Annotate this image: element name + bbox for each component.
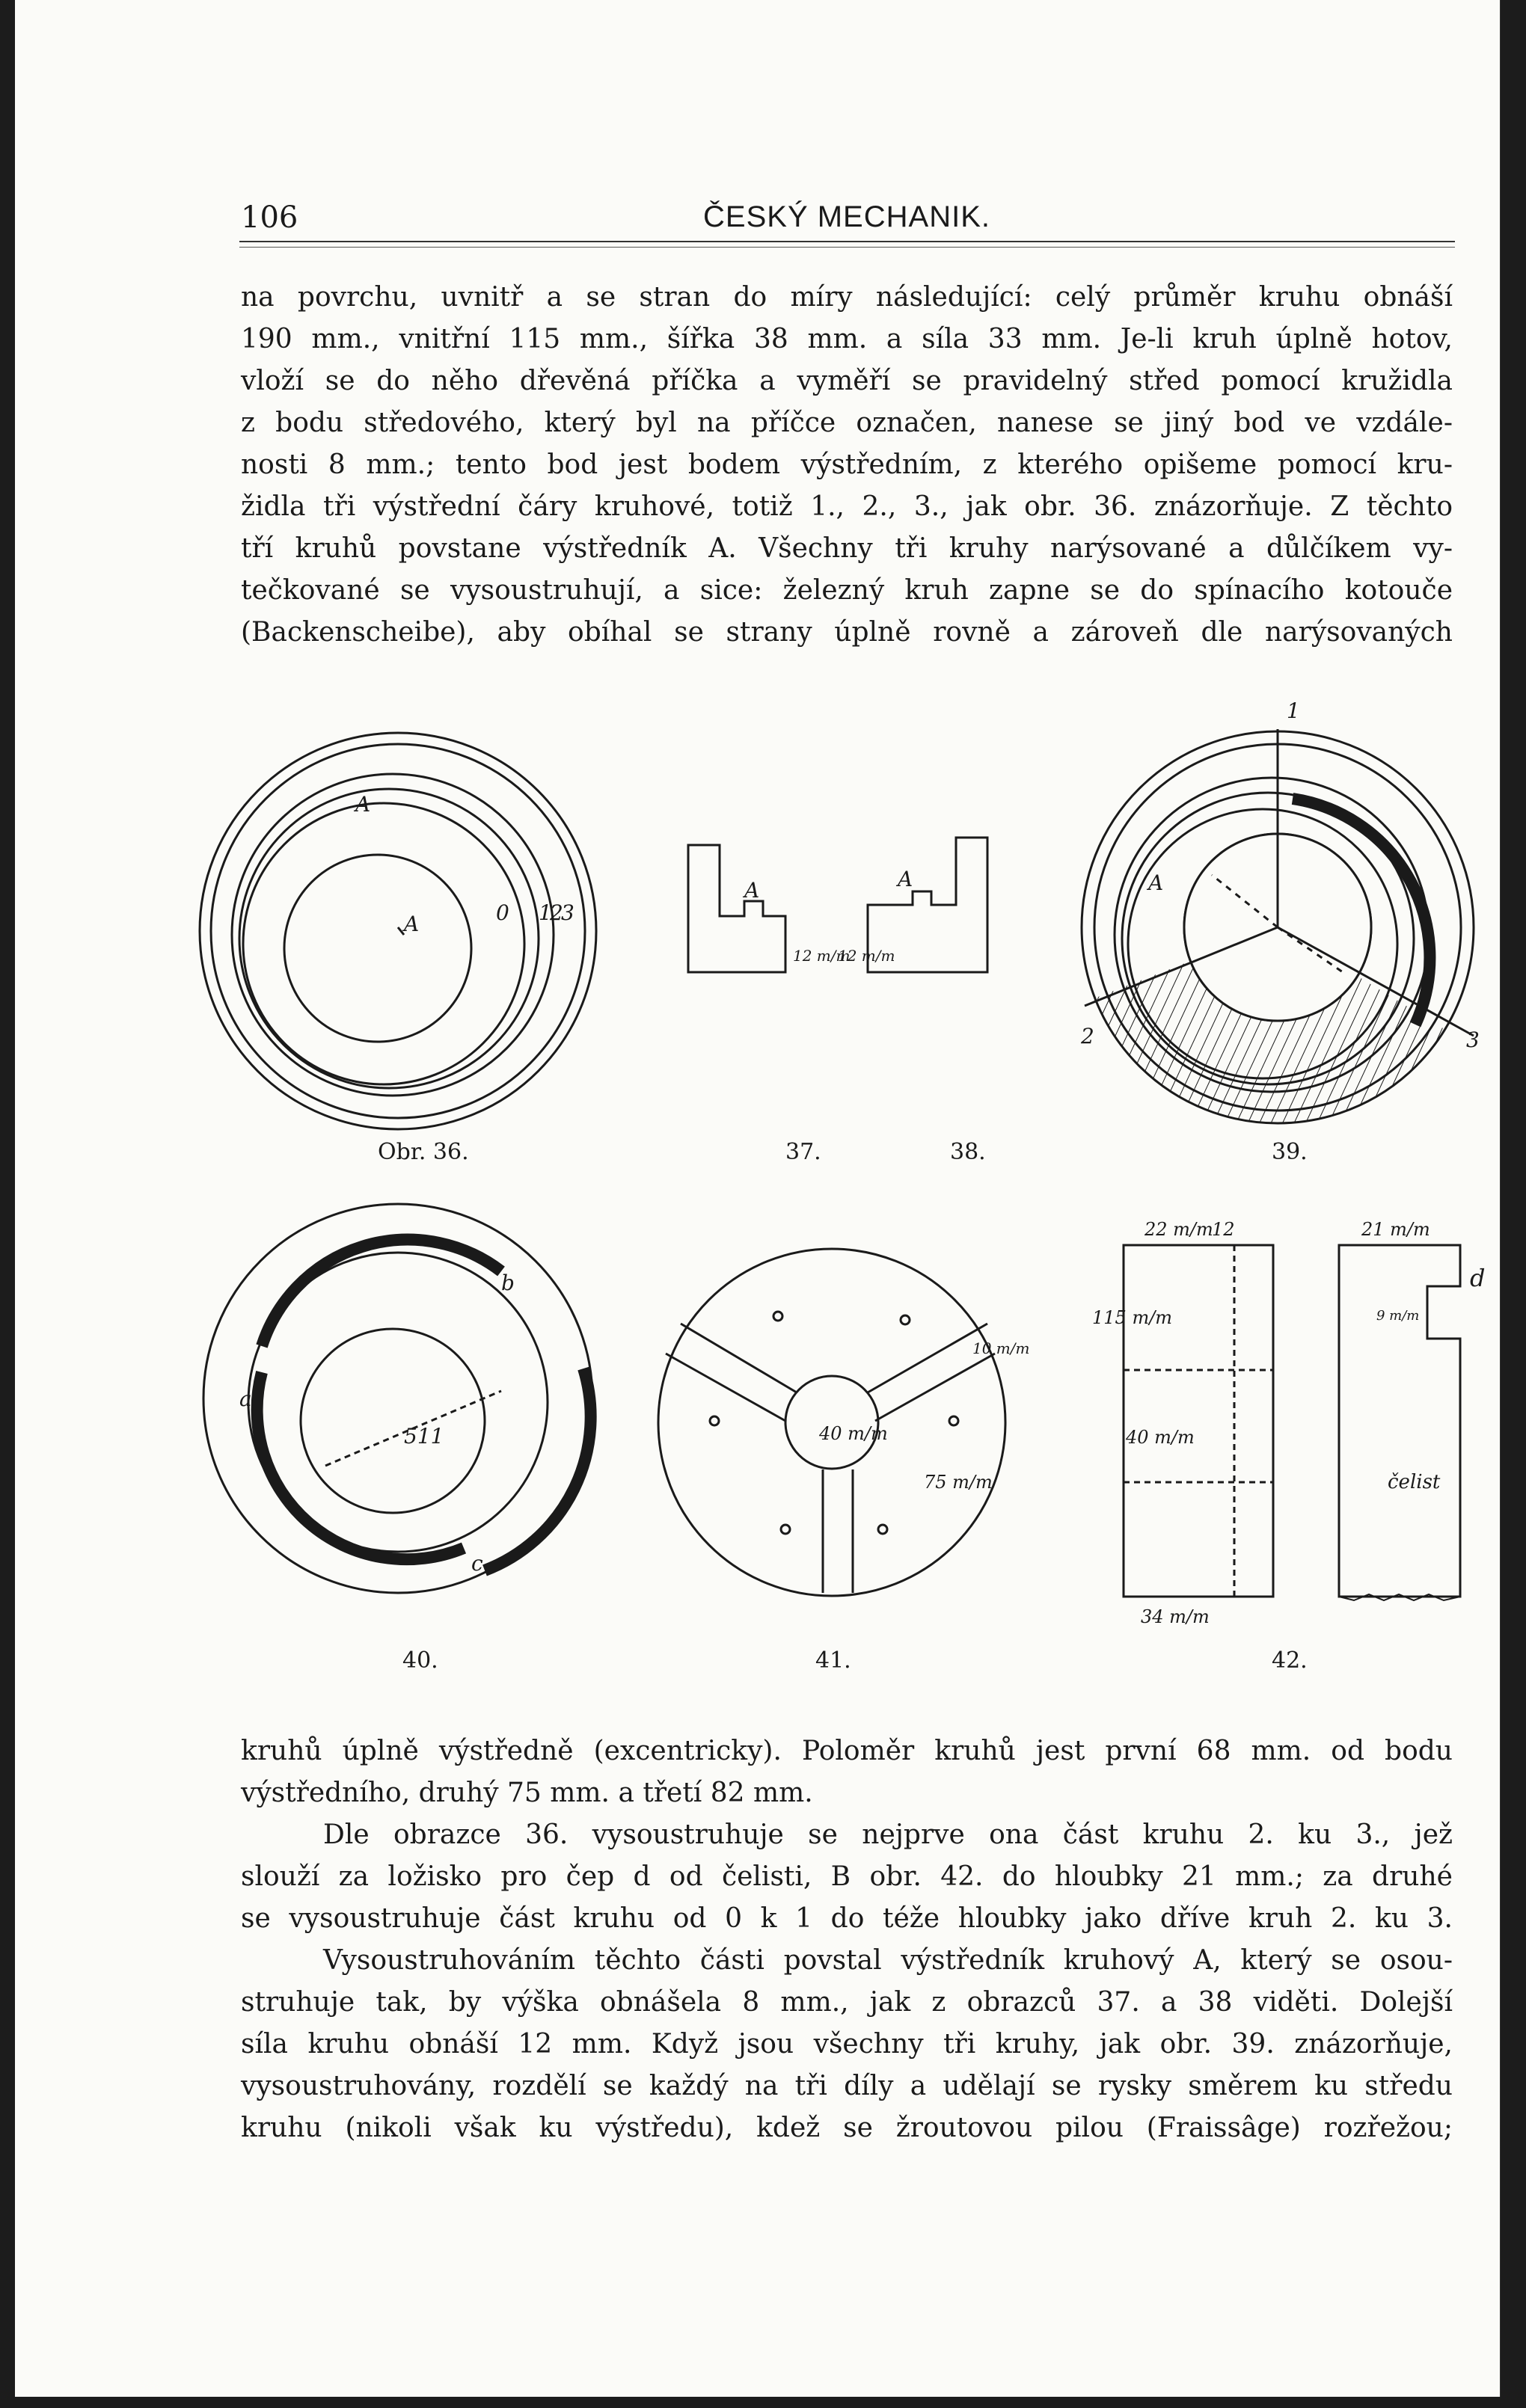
fig39-label-2: 2 [1081, 1024, 1094, 1048]
fig40-dim: 511 [404, 1424, 444, 1449]
text-line: (Backenscheibe), aby obíhal se strany úplně rovně a zároveň dle narýsovaných [241, 617, 1453, 648]
fig41-dim3: 10 m/m [972, 1339, 1030, 1357]
text-line: vysoustruhovány, rozdělí se každý na tři díly a udělají se rysky směrem ku středu [241, 2071, 1453, 2101]
fig41-dim2: 75 m/m [924, 1472, 993, 1493]
fig39-label-1: 1 [1287, 698, 1300, 723]
fig39-caption: 39. [1272, 1139, 1308, 1165]
text-line: struhuje tak, by výška obnášela 8 mm., jak z obrazců 37. a 38 viděti. Dolejší [241, 1987, 1453, 2018]
fig36-label-3: 3 [561, 900, 574, 925]
book-page [15, 0, 1501, 2397]
fig40-label-c: c [471, 1551, 483, 1576]
fig42-width2: 12 [1212, 1219, 1235, 1240]
fig36-label-a: A [355, 792, 371, 817]
text-line: Dle obrazce 36. vysoustruhuje se nejprve ona část kruhu 2. ku 3., jež [323, 1819, 1453, 1850]
fig36-label-0: 0 [496, 900, 509, 925]
text-line: nosti 8 mm.; tento bod jest bodem výstředním, z kterého opišeme pomocí kru- [241, 449, 1453, 480]
fig39-label-a: A [1148, 870, 1164, 895]
text-line: kruhů úplně výstředně (excentricky). Poloměr kruhů jest první 68 mm. od bodu [241, 1736, 1453, 1766]
text-line: židla tři výstřední čáry kruhové, totiž 1., 2., 3., jak obr. 36. znázorňuje. Z těchto [241, 491, 1453, 522]
text-line: slouží za ložisko pro čep d od čelisti, B obr. 42. do hloubky 21 mm.; za druhé [241, 1861, 1453, 1892]
fig42-label-d: d [1470, 1264, 1486, 1292]
fig42-width3: 34 m/m [1141, 1606, 1210, 1627]
fig36-center-label: A [404, 912, 420, 936]
fig41-dim1: 40 m/m [819, 1423, 888, 1444]
fig36-label-2: 2 [550, 900, 563, 925]
fig42-celist-label: čelist [1388, 1471, 1441, 1493]
fig42-width4: 21 m/m [1361, 1219, 1430, 1240]
bottom-paragraph [241, 1730, 1453, 2149]
text-line: kruhu (nikoli však ku výstředu), kdež se žroutovou pilou (Fraissâge) rozřežou; [241, 2113, 1453, 2143]
text-line: tečkované se vysoustruhují, a sice: železný kruh zapne se do spínacího kotouče [241, 575, 1453, 606]
fig39-label-3: 3 [1466, 1028, 1480, 1052]
fig36-caption: Obr. 36. [378, 1139, 469, 1165]
fig40-label-b: b [501, 1271, 515, 1295]
fig38-dim: 12 m/m [838, 947, 895, 965]
text-line: síla kruhu obnáší 12 mm. Když jsou všechny tři kruhy, jak obr. 39. znázorňuje, [241, 2029, 1453, 2060]
page-number: 106 [241, 200, 298, 235]
fig37-label-a: A [744, 878, 760, 903]
fig40-caption: 40. [402, 1647, 438, 1674]
fig38-label-a: A [898, 867, 913, 891]
text-line: Vysoustruhováním těchto části povstal výstředník kruhový A, který se osou- [323, 1945, 1453, 1976]
fig42-height2: 40 m/m [1126, 1427, 1195, 1448]
text-line: výstředního, druhý 75 mm. a třetí 82 mm. [241, 1778, 813, 1808]
figure-40-cut-rings [203, 1204, 592, 1593]
figure-36-eccentric-circles [200, 733, 596, 1129]
figure-39-divided-rings [1082, 729, 1474, 1137]
fig42-height1: 115 m/m [1092, 1307, 1173, 1328]
fig42-side-dim: 9 m/m [1376, 1308, 1420, 1324]
fig38-caption: 38. [950, 1139, 986, 1165]
text-line: tří kruhů povstane výstředník A. Všechny tři kruhy narýsované a důlčíkem vy- [241, 533, 1453, 564]
fig42-width1: 22 m/m [1144, 1219, 1213, 1240]
text-line: vloží se do něho dřevěná příčka a vyměří se pravidelný střed pomocí kružidla [241, 366, 1453, 396]
running-title: ČESKÝ MECHANIK. [703, 200, 990, 233]
figure-42-jaw-drawing [1124, 1245, 1460, 1600]
figure-41-segmented-disc [658, 1249, 1005, 1596]
text-line: se vysoustruhuje část kruhu od 0 k 1 do téže hloubky jako dříve kruh 2. ku 3. [241, 1903, 1453, 1934]
text-line: na povrchu, uvnitř a se stran do míry následující: celý průměr kruhu obnáší [241, 282, 1453, 313]
text-line: 190 mm., vnitřní 115 mm., šířka 38 mm. a síla 33 mm. Je-li kruh úplně hotov, [241, 324, 1453, 354]
fig40-label-a: a [239, 1386, 252, 1411]
fig41-caption: 41. [815, 1647, 851, 1674]
fig42-caption: 42. [1272, 1647, 1308, 1674]
fig37-caption: 37. [785, 1139, 821, 1165]
text-line: z bodu středového, který byl na příčce označen, nanese se jiný bod ve vzdále- [241, 408, 1453, 438]
fig36-label-1: 1 [539, 900, 552, 925]
figure-37-profile [688, 845, 785, 972]
fig37-dim: 12 m/m [793, 947, 851, 965]
